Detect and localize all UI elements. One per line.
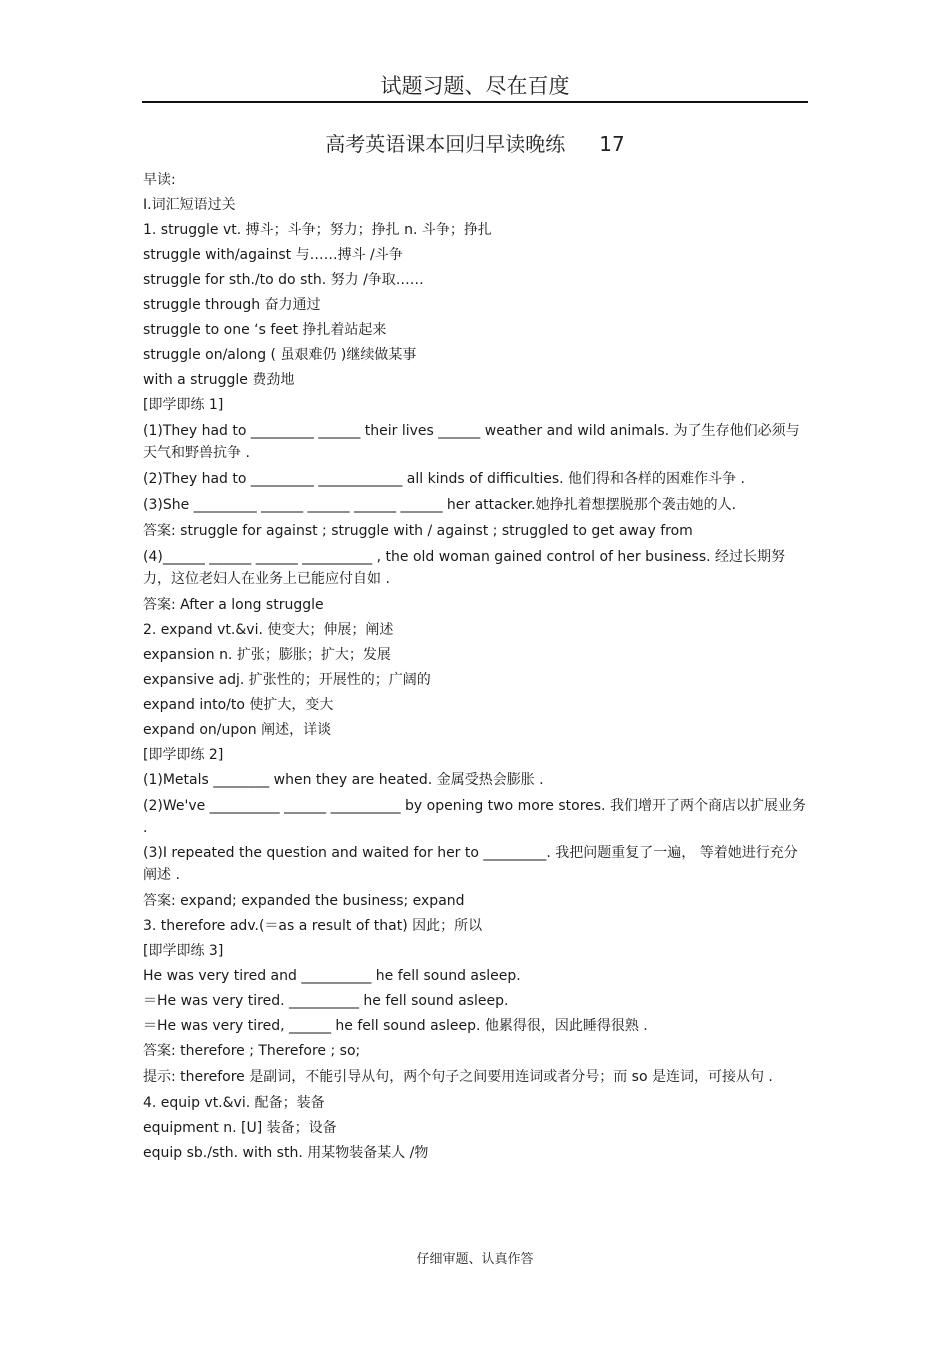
text-line: 答案: struggle for against ; struggle with / against ; struggled to get away from (143, 523, 693, 539)
text-line: [即学即练 3] (143, 943, 224, 959)
text-line: (1)Metals ________ when they are heated. 金属受热会膨胀 . (143, 772, 544, 788)
text-line: (2)They had to _________ ____________ all kinds of difficulties. 他们得和各样的困难作斗争 . (143, 471, 745, 487)
text-line: 3. therefore adv.(＝as a result of that) 因此；所以 (143, 918, 483, 934)
text-line: expand on/upon 阐述，详谈 (143, 722, 332, 738)
text-line: Ⅰ.词汇短语过关 (143, 197, 236, 213)
text-line: ＝He was very tired. __________ he fell sound asleep. (143, 993, 509, 1009)
text-line: struggle through 奋力通过 (143, 297, 321, 313)
text-line: ＝He was very tired, ______ he fell sound asleep. 他累得很，因此睡得很熟 . (143, 1018, 648, 1034)
page-footer: 仔细审题、认真作答 (416, 1252, 534, 1267)
text-line: 答案: After a long struggle (143, 597, 324, 613)
text-line: equipment n. [U] 装备；设备 (143, 1120, 337, 1136)
text-line: equip sb./sth. with sth. 用某物装备某人 /物 (143, 1145, 429, 1161)
text-line: He was very tired and __________ he fell sound asleep. (143, 968, 521, 984)
text-line: struggle on/along ( 虽艰难仍 )继续做某事 (143, 347, 417, 363)
document-title-number: 17 (599, 132, 625, 156)
document-title (0, 128, 950, 157)
text-line: 4. equip vt.&vi. 配备；装备 (143, 1095, 325, 1111)
text-line: struggle with/against 与……搏斗 /斗争 (143, 247, 403, 263)
text-line: (2)We've __________ ______ __________ by opening two more stores. 我们增开了两个商店以扩展业务 . (143, 798, 806, 836)
text-line: (4)______ ______ ______ __________ , the old woman gained control of her business. 经过长期努力，这位老妇人在业务上已能应付自如 . (143, 549, 786, 587)
text-line: 早读: (143, 172, 176, 188)
text-line: 答案: therefore ; Therefore ; so; (143, 1043, 361, 1059)
text-line: expansive adj. 扩张性的；开展性的；广阔的 (143, 672, 431, 688)
text-line: 2. expand vt.&vi. 使变大；伸展；阐述 (143, 622, 394, 638)
text-line: expansion n. 扩张；膨胀；扩大；发展 (143, 647, 391, 663)
document-title-text: 高考英语课本回归早读晚练 (325, 132, 566, 156)
text-line: 1. struggle vt. 搏斗；斗争；努力；挣扎 n. 斗争；挣扎 (143, 222, 492, 238)
document-body (143, 168, 808, 1166)
text-line: 答案: expand; expanded the business; expand (143, 893, 465, 909)
page-header-title: 试题习题、尽在百度 (380, 74, 570, 98)
text-line: (3)She _________ ______ ______ ______ ______ her attacker.她挣扎着想摆脱那个袭击她的人. (143, 497, 737, 513)
header-divider (142, 101, 808, 103)
text-line: [即学即练 1] (143, 397, 224, 413)
text-line: struggle for sth./to do sth. 努力 /争取…… (143, 272, 424, 288)
text-line: expand into/to 使扩大，变大 (143, 697, 334, 713)
text-line: (1)They had to _________ ______ their lives ______ weather and wild animals. 为了生存他们必须与天气和野兽抗争 . (143, 423, 800, 461)
text-line: (3)I repeated the question and waited for her to _________. 我把问题重复了一遍， 等着她进行充分阐述 . (143, 845, 798, 883)
text-line: [即学即练 2] (143, 747, 224, 763)
text-line: 提示: therefore 是副词，不能引导从句，两个句子之间要用连词或者分号；而 so 是连词，可接从句 . (143, 1069, 773, 1085)
text-line: with a struggle 费劲地 (143, 372, 295, 388)
text-line: struggle to one ‘s feet 挣扎着站起来 (143, 322, 387, 338)
